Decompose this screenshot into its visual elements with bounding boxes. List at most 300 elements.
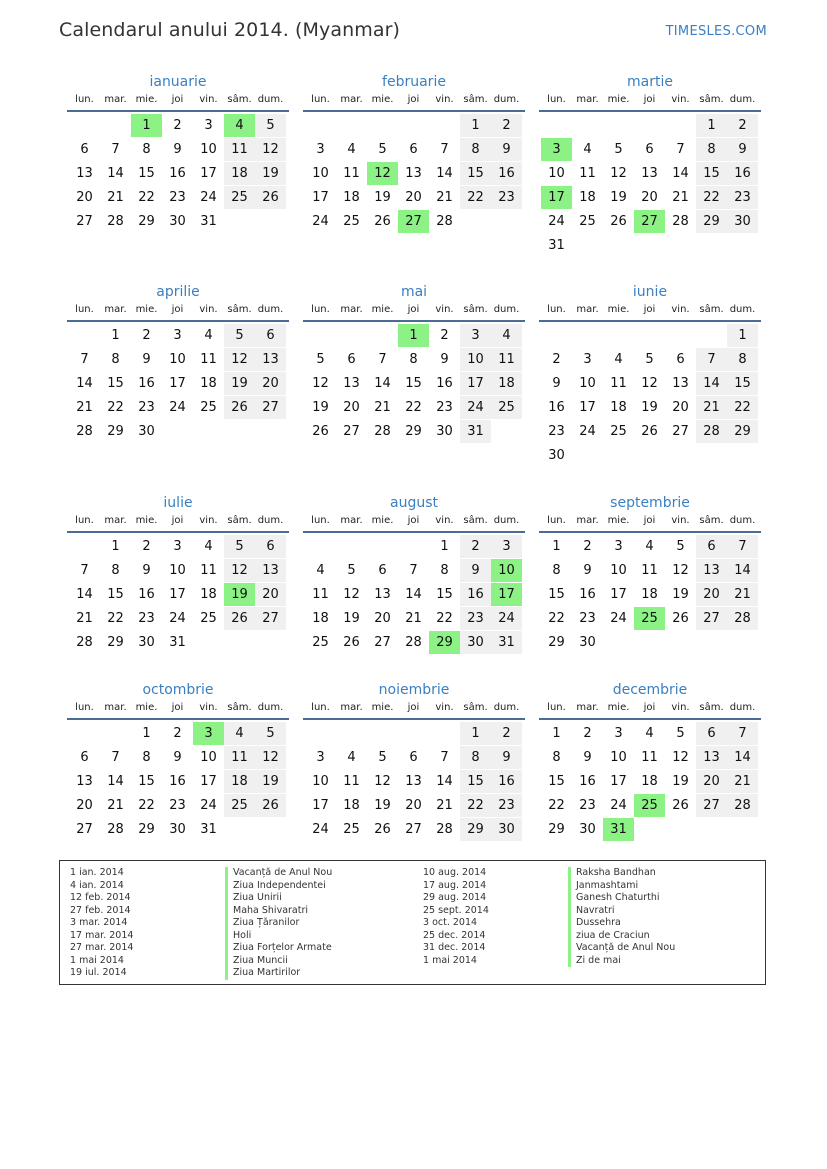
day-cell[interactable]: 21 bbox=[76, 611, 93, 626]
day-cell[interactable]: 4 bbox=[224, 722, 255, 745]
day-cell[interactable]: 1 bbox=[440, 539, 449, 554]
day-cell[interactable]: 26 bbox=[255, 794, 286, 817]
day-cell[interactable]: 29 bbox=[696, 210, 727, 233]
day-cell[interactable]: 30 bbox=[727, 210, 758, 233]
day-cell[interactable]: 11 bbox=[343, 774, 360, 789]
day-cell[interactable]: 22 bbox=[107, 400, 124, 415]
day-cell[interactable]: 24 bbox=[312, 214, 329, 229]
day-cell[interactable]: 8 bbox=[409, 352, 418, 367]
day-cell[interactable]: 26 bbox=[312, 424, 329, 439]
holiday-day-cell[interactable]: 29 bbox=[429, 631, 460, 654]
day-cell[interactable]: 22 bbox=[548, 611, 565, 626]
day-cell[interactable]: 4 bbox=[491, 324, 522, 347]
day-cell[interactable]: 3 bbox=[316, 142, 325, 157]
day-cell[interactable]: 18 bbox=[343, 190, 360, 205]
day-cell[interactable]: 9 bbox=[173, 142, 182, 157]
day-cell[interactable]: 29 bbox=[405, 424, 422, 439]
day-cell[interactable]: 31 bbox=[200, 214, 217, 229]
day-cell[interactable]: 20 bbox=[672, 400, 689, 415]
day-cell[interactable]: 2 bbox=[491, 114, 522, 137]
day-cell[interactable]: 7 bbox=[111, 142, 120, 157]
day-cell[interactable]: 9 bbox=[491, 746, 522, 769]
day-cell[interactable]: 8 bbox=[460, 746, 491, 769]
day-cell[interactable]: 27 bbox=[255, 607, 286, 630]
day-cell[interactable]: 18 bbox=[312, 611, 329, 626]
day-cell[interactable]: 15 bbox=[138, 774, 155, 789]
day-cell[interactable]: 24 bbox=[169, 611, 186, 626]
holiday-day-cell[interactable]: 4 bbox=[224, 114, 255, 137]
holiday-day-cell[interactable]: 10 bbox=[491, 559, 522, 582]
day-cell[interactable]: 3 bbox=[173, 539, 182, 554]
day-cell[interactable]: 3 bbox=[316, 750, 325, 765]
day-cell[interactable]: 26 bbox=[641, 424, 658, 439]
day-cell[interactable]: 26 bbox=[374, 214, 391, 229]
day-cell[interactable]: 1 bbox=[696, 114, 727, 137]
day-cell[interactable]: 2 bbox=[727, 114, 758, 137]
day-cell[interactable]: 6 bbox=[409, 142, 418, 157]
day-cell[interactable]: 25 bbox=[343, 214, 360, 229]
day-cell[interactable]: 4 bbox=[347, 750, 356, 765]
day-cell[interactable]: 7 bbox=[440, 142, 449, 157]
day-cell[interactable]: 23 bbox=[169, 798, 186, 813]
day-cell[interactable]: 5 bbox=[676, 726, 685, 741]
day-cell[interactable]: 16 bbox=[436, 376, 453, 391]
day-cell[interactable]: 18 bbox=[610, 400, 627, 415]
day-cell[interactable]: 30 bbox=[548, 448, 565, 463]
day-cell[interactable]: 19 bbox=[374, 798, 391, 813]
day-cell[interactable]: 15 bbox=[107, 587, 124, 602]
day-cell[interactable]: 7 bbox=[409, 563, 418, 578]
day-cell[interactable]: 1 bbox=[460, 114, 491, 137]
day-cell[interactable]: 6 bbox=[378, 563, 387, 578]
day-cell[interactable]: 17 bbox=[169, 376, 186, 391]
day-cell[interactable]: 26 bbox=[672, 798, 689, 813]
day-cell[interactable]: 15 bbox=[436, 587, 453, 602]
day-cell[interactable]: 27 bbox=[405, 822, 422, 837]
day-cell[interactable]: 24 bbox=[548, 214, 565, 229]
day-cell[interactable]: 20 bbox=[696, 583, 727, 606]
day-cell[interactable]: 25 bbox=[200, 400, 217, 415]
day-cell[interactable]: 18 bbox=[200, 587, 217, 602]
day-cell[interactable]: 7 bbox=[696, 348, 727, 371]
day-cell[interactable]: 17 bbox=[610, 774, 627, 789]
day-cell[interactable]: 17 bbox=[610, 587, 627, 602]
day-cell[interactable]: 11 bbox=[641, 750, 658, 765]
day-cell[interactable]: 29 bbox=[107, 424, 124, 439]
day-cell[interactable]: 21 bbox=[436, 798, 453, 813]
day-cell[interactable]: 4 bbox=[204, 539, 213, 554]
day-cell[interactable]: 8 bbox=[111, 563, 120, 578]
day-cell[interactable]: 13 bbox=[76, 166, 93, 181]
day-cell[interactable]: 28 bbox=[436, 214, 453, 229]
day-cell[interactable]: 30 bbox=[169, 822, 186, 837]
day-cell[interactable]: 12 bbox=[672, 750, 689, 765]
day-cell[interactable]: 18 bbox=[343, 798, 360, 813]
day-cell[interactable]: 24 bbox=[200, 798, 217, 813]
day-cell[interactable]: 17 bbox=[169, 587, 186, 602]
day-cell[interactable]: 8 bbox=[142, 142, 151, 157]
day-cell[interactable]: 19 bbox=[610, 190, 627, 205]
day-cell[interactable]: 15 bbox=[727, 372, 758, 395]
day-cell[interactable]: 13 bbox=[696, 559, 727, 582]
day-cell[interactable]: 29 bbox=[548, 822, 565, 837]
day-cell[interactable]: 19 bbox=[224, 372, 255, 395]
day-cell[interactable]: 29 bbox=[548, 635, 565, 650]
day-cell[interactable]: 1 bbox=[111, 539, 120, 554]
day-cell[interactable]: 25 bbox=[200, 611, 217, 626]
day-cell[interactable]: 30 bbox=[491, 818, 522, 841]
day-cell[interactable]: 15 bbox=[548, 774, 565, 789]
day-cell[interactable]: 20 bbox=[343, 400, 360, 415]
day-cell[interactable]: 1 bbox=[460, 722, 491, 745]
day-cell[interactable]: 10 bbox=[460, 348, 491, 371]
day-cell[interactable]: 30 bbox=[138, 635, 155, 650]
day-cell[interactable]: 16 bbox=[727, 162, 758, 185]
day-cell[interactable]: 21 bbox=[76, 400, 93, 415]
day-cell[interactable]: 17 bbox=[200, 166, 217, 181]
day-cell[interactable]: 9 bbox=[727, 138, 758, 161]
day-cell[interactable]: 7 bbox=[727, 722, 758, 745]
day-cell[interactable]: 7 bbox=[676, 142, 685, 157]
day-cell[interactable]: 30 bbox=[436, 424, 453, 439]
day-cell[interactable]: 16 bbox=[579, 774, 596, 789]
day-cell[interactable]: 14 bbox=[107, 774, 124, 789]
day-cell[interactable]: 28 bbox=[76, 635, 93, 650]
day-cell[interactable]: 7 bbox=[727, 535, 758, 558]
day-cell[interactable]: 5 bbox=[224, 535, 255, 558]
day-cell[interactable]: 18 bbox=[579, 190, 596, 205]
holiday-day-cell[interactable]: 27 bbox=[634, 210, 665, 233]
day-cell[interactable]: 3 bbox=[583, 352, 592, 367]
day-cell[interactable]: 19 bbox=[312, 400, 329, 415]
day-cell[interactable]: 23 bbox=[491, 186, 522, 209]
day-cell[interactable]: 27 bbox=[76, 214, 93, 229]
day-cell[interactable]: 14 bbox=[727, 559, 758, 582]
day-cell[interactable]: 24 bbox=[491, 607, 522, 630]
day-cell[interactable]: 20 bbox=[641, 190, 658, 205]
day-cell[interactable]: 21 bbox=[727, 770, 758, 793]
day-cell[interactable]: 10 bbox=[169, 563, 186, 578]
day-cell[interactable]: 23 bbox=[138, 400, 155, 415]
site-link[interactable]: TIMESLES.COM bbox=[665, 24, 767, 39]
day-cell[interactable]: 19 bbox=[255, 770, 286, 793]
day-cell[interactable]: 9 bbox=[583, 750, 592, 765]
holiday-day-cell[interactable]: 17 bbox=[491, 583, 522, 606]
day-cell[interactable]: 22 bbox=[727, 396, 758, 419]
day-cell[interactable]: 6 bbox=[645, 142, 654, 157]
day-cell[interactable]: 20 bbox=[76, 190, 93, 205]
day-cell[interactable]: 19 bbox=[641, 400, 658, 415]
day-cell[interactable]: 28 bbox=[727, 607, 758, 630]
day-cell[interactable]: 1 bbox=[727, 324, 758, 347]
day-cell[interactable]: 5 bbox=[255, 722, 286, 745]
day-cell[interactable]: 24 bbox=[579, 424, 596, 439]
day-cell[interactable]: 12 bbox=[641, 376, 658, 391]
day-cell[interactable]: 5 bbox=[378, 750, 387, 765]
day-cell[interactable]: 26 bbox=[255, 186, 286, 209]
day-cell[interactable]: 21 bbox=[405, 611, 422, 626]
day-cell[interactable]: 20 bbox=[76, 798, 93, 813]
day-cell[interactable]: 23 bbox=[460, 607, 491, 630]
day-cell[interactable]: 8 bbox=[552, 750, 561, 765]
day-cell[interactable]: 25 bbox=[224, 794, 255, 817]
day-cell[interactable]: 8 bbox=[696, 138, 727, 161]
day-cell[interactable]: 12 bbox=[255, 138, 286, 161]
day-cell[interactable]: 23 bbox=[138, 611, 155, 626]
holiday-day-cell[interactable]: 25 bbox=[634, 607, 665, 630]
day-cell[interactable]: 28 bbox=[436, 822, 453, 837]
day-cell[interactable]: 10 bbox=[200, 142, 217, 157]
day-cell[interactable]: 9 bbox=[142, 563, 151, 578]
day-cell[interactable]: 15 bbox=[460, 770, 491, 793]
day-cell[interactable]: 20 bbox=[696, 770, 727, 793]
day-cell[interactable]: 27 bbox=[343, 424, 360, 439]
day-cell[interactable]: 18 bbox=[224, 162, 255, 185]
day-cell[interactable]: 7 bbox=[111, 750, 120, 765]
day-cell[interactable]: 16 bbox=[548, 400, 565, 415]
day-cell[interactable]: 30 bbox=[169, 214, 186, 229]
day-cell[interactable]: 2 bbox=[173, 726, 182, 741]
day-cell[interactable]: 9 bbox=[173, 750, 182, 765]
day-cell[interactable]: 21 bbox=[107, 798, 124, 813]
day-cell[interactable]: 1 bbox=[111, 328, 120, 343]
day-cell[interactable]: 28 bbox=[672, 214, 689, 229]
day-cell[interactable]: 12 bbox=[224, 559, 255, 582]
day-cell[interactable]: 10 bbox=[579, 376, 596, 391]
day-cell[interactable]: 16 bbox=[491, 162, 522, 185]
day-cell[interactable]: 23 bbox=[169, 190, 186, 205]
day-cell[interactable]: 9 bbox=[552, 376, 561, 391]
day-cell[interactable]: 24 bbox=[200, 190, 217, 205]
day-cell[interactable]: 20 bbox=[255, 583, 286, 606]
day-cell[interactable]: 13 bbox=[255, 348, 286, 371]
day-cell[interactable]: 31 bbox=[460, 420, 491, 443]
day-cell[interactable]: 2 bbox=[583, 539, 592, 554]
day-cell[interactable]: 3 bbox=[614, 726, 623, 741]
day-cell[interactable]: 11 bbox=[200, 352, 217, 367]
day-cell[interactable]: 3 bbox=[614, 539, 623, 554]
day-cell[interactable]: 14 bbox=[76, 376, 93, 391]
day-cell[interactable]: 22 bbox=[436, 611, 453, 626]
day-cell[interactable]: 14 bbox=[76, 587, 93, 602]
day-cell[interactable]: 8 bbox=[440, 563, 449, 578]
day-cell[interactable]: 3 bbox=[460, 324, 491, 347]
day-cell[interactable]: 6 bbox=[696, 535, 727, 558]
day-cell[interactable]: 4 bbox=[204, 328, 213, 343]
day-cell[interactable]: 14 bbox=[727, 746, 758, 769]
day-cell[interactable]: 30 bbox=[579, 635, 596, 650]
day-cell[interactable]: 16 bbox=[460, 583, 491, 606]
day-cell[interactable]: 10 bbox=[200, 750, 217, 765]
day-cell[interactable]: 15 bbox=[460, 162, 491, 185]
day-cell[interactable]: 31 bbox=[548, 238, 565, 253]
day-cell[interactable]: 27 bbox=[696, 794, 727, 817]
holiday-day-cell[interactable]: 25 bbox=[634, 794, 665, 817]
day-cell[interactable]: 6 bbox=[255, 535, 286, 558]
day-cell[interactable]: 2 bbox=[440, 328, 449, 343]
day-cell[interactable]: 20 bbox=[405, 190, 422, 205]
day-cell[interactable]: 14 bbox=[672, 166, 689, 181]
day-cell[interactable]: 17 bbox=[312, 190, 329, 205]
day-cell[interactable]: 2 bbox=[142, 328, 151, 343]
day-cell[interactable]: 8 bbox=[552, 563, 561, 578]
day-cell[interactable]: 12 bbox=[224, 348, 255, 371]
day-cell[interactable]: 11 bbox=[641, 563, 658, 578]
day-cell[interactable]: 13 bbox=[76, 774, 93, 789]
day-cell[interactable]: 22 bbox=[696, 186, 727, 209]
day-cell[interactable]: 12 bbox=[343, 587, 360, 602]
day-cell[interactable]: 10 bbox=[548, 166, 565, 181]
day-cell[interactable]: 29 bbox=[138, 214, 155, 229]
day-cell[interactable]: 30 bbox=[579, 822, 596, 837]
day-cell[interactable]: 12 bbox=[255, 746, 286, 769]
day-cell[interactable]: 22 bbox=[460, 794, 491, 817]
day-cell[interactable]: 22 bbox=[138, 798, 155, 813]
day-cell[interactable]: 24 bbox=[460, 396, 491, 419]
day-cell[interactable]: 20 bbox=[374, 611, 391, 626]
day-cell[interactable]: 21 bbox=[727, 583, 758, 606]
day-cell[interactable]: 24 bbox=[169, 400, 186, 415]
day-cell[interactable]: 17 bbox=[579, 400, 596, 415]
day-cell[interactable]: 21 bbox=[436, 190, 453, 205]
holiday-day-cell[interactable]: 3 bbox=[193, 722, 224, 745]
day-cell[interactable]: 9 bbox=[142, 352, 151, 367]
day-cell[interactable]: 23 bbox=[491, 794, 522, 817]
day-cell[interactable]: 28 bbox=[727, 794, 758, 817]
day-cell[interactable]: 16 bbox=[491, 770, 522, 793]
day-cell[interactable]: 14 bbox=[436, 166, 453, 181]
day-cell[interactable]: 14 bbox=[696, 372, 727, 395]
day-cell[interactable]: 2 bbox=[583, 726, 592, 741]
day-cell[interactable]: 8 bbox=[111, 352, 120, 367]
day-cell[interactable]: 28 bbox=[76, 424, 93, 439]
day-cell[interactable]: 13 bbox=[343, 376, 360, 391]
day-cell[interactable]: 5 bbox=[224, 324, 255, 347]
day-cell[interactable]: 11 bbox=[491, 348, 522, 371]
day-cell[interactable]: 22 bbox=[460, 186, 491, 209]
day-cell[interactable]: 11 bbox=[343, 166, 360, 181]
day-cell[interactable]: 19 bbox=[343, 611, 360, 626]
day-cell[interactable]: 14 bbox=[374, 376, 391, 391]
day-cell[interactable]: 4 bbox=[645, 539, 654, 554]
day-cell[interactable]: 27 bbox=[76, 822, 93, 837]
day-cell[interactable]: 25 bbox=[224, 186, 255, 209]
day-cell[interactable]: 15 bbox=[107, 376, 124, 391]
day-cell[interactable]: 25 bbox=[343, 822, 360, 837]
day-cell[interactable]: 26 bbox=[343, 635, 360, 650]
day-cell[interactable]: 27 bbox=[374, 635, 391, 650]
day-cell[interactable]: 19 bbox=[374, 190, 391, 205]
day-cell[interactable]: 18 bbox=[200, 376, 217, 391]
day-cell[interactable]: 19 bbox=[672, 774, 689, 789]
day-cell[interactable]: 5 bbox=[255, 114, 286, 137]
day-cell[interactable]: 17 bbox=[200, 774, 217, 789]
day-cell[interactable]: 8 bbox=[460, 138, 491, 161]
day-cell[interactable]: 1 bbox=[142, 726, 151, 741]
holiday-day-cell[interactable]: 19 bbox=[224, 583, 255, 606]
day-cell[interactable]: 26 bbox=[672, 611, 689, 626]
day-cell[interactable]: 10 bbox=[312, 166, 329, 181]
day-cell[interactable]: 16 bbox=[138, 587, 155, 602]
day-cell[interactable]: 9 bbox=[583, 563, 592, 578]
day-cell[interactable]: 6 bbox=[80, 142, 89, 157]
day-cell[interactable]: 13 bbox=[374, 587, 391, 602]
day-cell[interactable]: 4 bbox=[347, 142, 356, 157]
day-cell[interactable]: 7 bbox=[80, 352, 89, 367]
day-cell[interactable]: 12 bbox=[672, 563, 689, 578]
day-cell[interactable]: 23 bbox=[436, 400, 453, 415]
day-cell[interactable]: 7 bbox=[440, 750, 449, 765]
day-cell[interactable]: 27 bbox=[255, 396, 286, 419]
day-cell[interactable]: 11 bbox=[610, 376, 627, 391]
day-cell[interactable]: 5 bbox=[347, 563, 356, 578]
day-cell[interactable]: 14 bbox=[405, 587, 422, 602]
day-cell[interactable]: 1 bbox=[552, 539, 561, 554]
day-cell[interactable]: 16 bbox=[138, 376, 155, 391]
day-cell[interactable]: 28 bbox=[405, 635, 422, 650]
day-cell[interactable]: 5 bbox=[676, 539, 685, 554]
day-cell[interactable]: 25 bbox=[610, 424, 627, 439]
day-cell[interactable]: 9 bbox=[491, 138, 522, 161]
day-cell[interactable]: 15 bbox=[138, 166, 155, 181]
day-cell[interactable]: 22 bbox=[107, 611, 124, 626]
day-cell[interactable]: 17 bbox=[312, 798, 329, 813]
day-cell[interactable]: 13 bbox=[255, 559, 286, 582]
day-cell[interactable]: 9 bbox=[460, 559, 491, 582]
day-cell[interactable]: 1 bbox=[552, 726, 561, 741]
day-cell[interactable]: 5 bbox=[645, 352, 654, 367]
day-cell[interactable]: 14 bbox=[107, 166, 124, 181]
day-cell[interactable]: 14 bbox=[436, 774, 453, 789]
day-cell[interactable]: 28 bbox=[696, 420, 727, 443]
day-cell[interactable]: 28 bbox=[107, 822, 124, 837]
day-cell[interactable]: 11 bbox=[224, 138, 255, 161]
day-cell[interactable]: 24 bbox=[610, 798, 627, 813]
day-cell[interactable]: 16 bbox=[579, 587, 596, 602]
day-cell[interactable]: 23 bbox=[579, 798, 596, 813]
day-cell[interactable]: 11 bbox=[312, 587, 329, 602]
day-cell[interactable]: 11 bbox=[200, 563, 217, 578]
day-cell[interactable]: 6 bbox=[409, 750, 418, 765]
day-cell[interactable]: 21 bbox=[374, 400, 391, 415]
day-cell[interactable]: 26 bbox=[610, 214, 627, 229]
day-cell[interactable]: 5 bbox=[378, 142, 387, 157]
day-cell[interactable]: 24 bbox=[610, 611, 627, 626]
day-cell[interactable]: 29 bbox=[138, 822, 155, 837]
holiday-day-cell[interactable]: 31 bbox=[603, 818, 634, 841]
day-cell[interactable]: 26 bbox=[224, 396, 255, 419]
day-cell[interactable]: 2 bbox=[491, 722, 522, 745]
day-cell[interactable]: 20 bbox=[405, 798, 422, 813]
day-cell[interactable]: 4 bbox=[614, 352, 623, 367]
day-cell[interactable]: 13 bbox=[405, 774, 422, 789]
day-cell[interactable]: 3 bbox=[204, 118, 213, 133]
day-cell[interactable]: 7 bbox=[378, 352, 387, 367]
day-cell[interactable]: 12 bbox=[312, 376, 329, 391]
day-cell[interactable]: 24 bbox=[312, 822, 329, 837]
day-cell[interactable]: 19 bbox=[255, 162, 286, 185]
holiday-day-cell[interactable]: 12 bbox=[367, 162, 398, 185]
day-cell[interactable]: 31 bbox=[491, 631, 522, 654]
day-cell[interactable]: 30 bbox=[138, 424, 155, 439]
holiday-day-cell[interactable]: 3 bbox=[541, 138, 572, 161]
day-cell[interactable]: 13 bbox=[405, 166, 422, 181]
day-cell[interactable]: 17 bbox=[460, 372, 491, 395]
day-cell[interactable]: 25 bbox=[312, 635, 329, 650]
day-cell[interactable]: 11 bbox=[579, 166, 596, 181]
day-cell[interactable]: 29 bbox=[727, 420, 758, 443]
day-cell[interactable]: 2 bbox=[173, 118, 182, 133]
